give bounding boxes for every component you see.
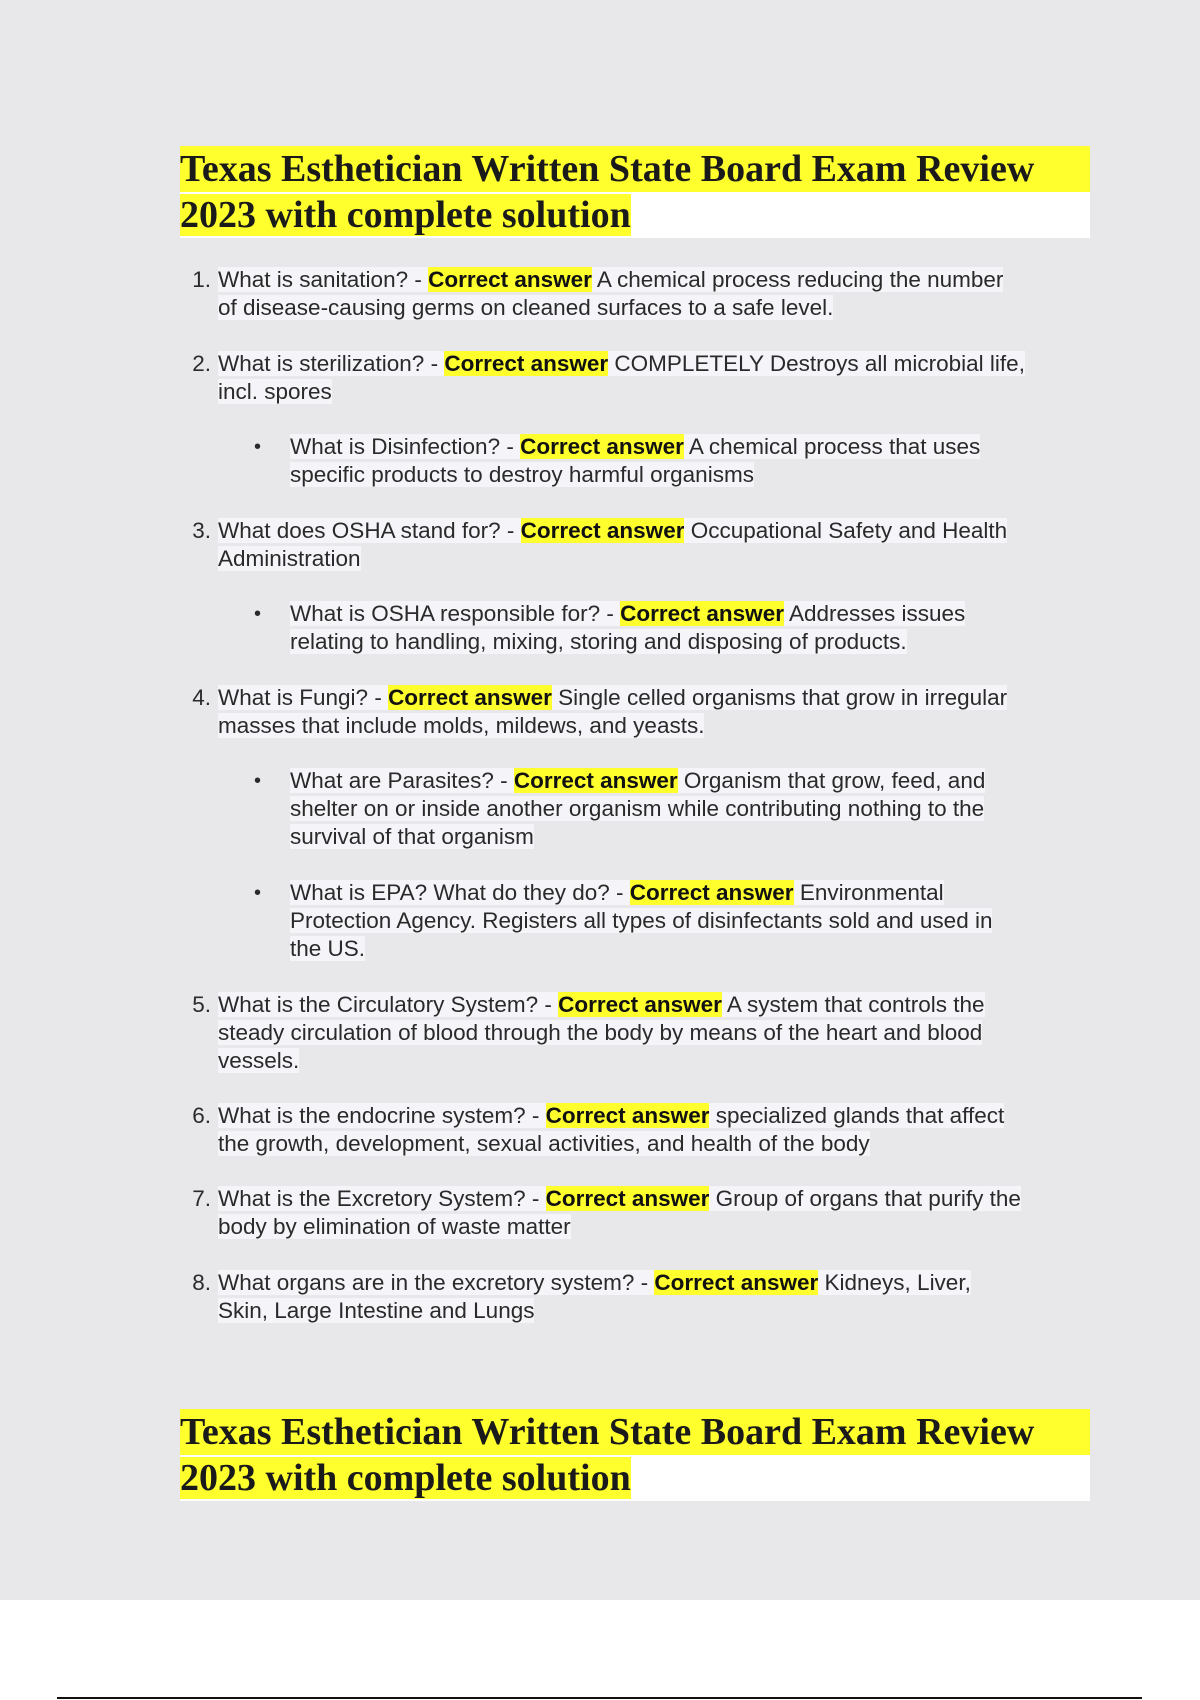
question-text: What is EPA? What do they do? -	[290, 880, 630, 905]
answer-text-continued: the US.	[290, 936, 366, 961]
list-number-8: 8.	[192, 1270, 211, 1295]
question-item-disinfection	[254, 433, 1070, 489]
correct-answer-label: Correct answer	[520, 434, 684, 459]
answer-text-continued: incl. spores	[218, 379, 332, 404]
correct-answer-label: Correct answer	[629, 880, 794, 905]
answer-text: Single celled organisms that grow in irregular	[551, 685, 1008, 710]
question-text: What is Fungi? -	[218, 685, 389, 710]
answer-text: A chemical process that uses	[683, 434, 981, 459]
answer-text: Occupational Safety and Health	[684, 518, 1008, 543]
footer-document-title	[180, 1409, 1090, 1501]
answer-text: Environmental	[793, 880, 944, 905]
question-item-3	[192, 517, 1100, 573]
answer-text-continued: survival of that organism	[290, 824, 534, 849]
question-item-1	[192, 266, 1100, 322]
question-text: What is the Circulatory System? -	[218, 992, 559, 1017]
question-item-2	[192, 350, 1100, 406]
answer-text-continued: relating to handling, mixing, storing and disposing of products.	[290, 629, 907, 654]
answer-text-continued: Administration	[218, 546, 361, 571]
question-item-4	[192, 684, 1100, 740]
next-page-area	[0, 1600, 1200, 1700]
answer-text-continued: Protection Agency. Registers all types of disinfectants sold and used in	[290, 908, 993, 933]
question-text: What is the Excretory System? -	[218, 1186, 546, 1211]
title-line-1: Texas Esthetician Written State Board Exam Review	[180, 146, 1090, 192]
correct-answer-label: Correct answer	[444, 351, 609, 376]
footer-title-line-2-wrapper	[180, 1455, 1090, 1501]
answer-text: A system that controls the	[721, 992, 985, 1017]
question-text: What is sanitation? -	[218, 267, 429, 292]
answer-text: A chemical process reducing the number	[591, 267, 1004, 292]
answer-text-continued: the growth, development, sexual activities, and health of the body	[218, 1131, 870, 1156]
list-number-3: 3.	[192, 518, 211, 543]
list-number-4: 4.	[192, 685, 211, 710]
title-line-2-wrapper	[180, 192, 1090, 238]
correct-answer-label: Correct answer	[513, 768, 678, 793]
bullet-icon: •	[254, 603, 262, 625]
question-text: What organs are in the excretory system? -	[218, 1270, 655, 1295]
correct-answer-label: Correct answer	[620, 601, 784, 626]
answer-text-continued: shelter on or inside another organism while contributing nothing to the	[290, 796, 985, 821]
list-number-7: 7.	[192, 1186, 211, 1211]
footer-title-line-2: 2023 with complete solution	[180, 1457, 631, 1499]
correct-answer-label: Correct answer	[558, 992, 722, 1017]
question-text: What is OSHA responsible for? -	[290, 601, 621, 626]
list-number-1: 1.	[192, 267, 211, 292]
horizontal-rule	[57, 1697, 1142, 1699]
question-text: What is Disinfection? -	[290, 434, 521, 459]
question-item-epa	[254, 879, 1070, 963]
answer-text-continued: vessels.	[218, 1048, 300, 1073]
document-title	[180, 146, 1090, 238]
answer-text-continued: body by elimination of waste matter	[218, 1214, 571, 1239]
answer-text-continued: Skin, Large Intestine and Lungs	[218, 1298, 535, 1323]
question-item-7	[192, 1185, 1100, 1241]
list-number-5: 5.	[192, 992, 211, 1017]
answer-text: COMPLETELY Destroys all microbial life,	[608, 351, 1025, 376]
answer-text-continued: specific products to destroy harmful organisms	[290, 462, 754, 487]
correct-answer-label: Correct answer	[520, 518, 685, 543]
answer-text: Group of organs that purify the	[709, 1186, 1021, 1211]
question-item-8	[192, 1269, 1100, 1325]
answer-text: Addresses issues	[783, 601, 966, 626]
question-item-osha-responsible	[254, 600, 1070, 656]
answer-text-continued: steady circulation of blood through the body by means of the heart and blood	[218, 1020, 983, 1045]
answer-text: specialized glands that affect	[709, 1103, 1005, 1128]
answer-text: Kidneys, Liver,	[818, 1270, 971, 1295]
bullet-icon: •	[254, 436, 262, 458]
question-text: What does OSHA stand for? -	[218, 518, 521, 543]
question-item-6	[192, 1102, 1100, 1158]
question-item-5	[192, 991, 1100, 1075]
answer-text-continued: of disease-causing germs on cleaned surfaces to a safe level.	[218, 295, 834, 320]
answer-text: Organism that grow, feed, and	[677, 768, 986, 793]
correct-answer-label: Correct answer	[428, 267, 592, 292]
bullet-icon: •	[254, 770, 262, 792]
correct-answer-label: Correct answer	[545, 1186, 710, 1211]
bullet-icon: •	[254, 882, 262, 904]
correct-answer-label: Correct answer	[545, 1103, 710, 1128]
question-text: What is the endocrine system? -	[218, 1103, 546, 1128]
answer-text-continued: masses that include molds, mildews, and yeasts.	[218, 713, 705, 738]
correct-answer-label: Correct answer	[654, 1270, 819, 1295]
correct-answer-label: Correct answer	[388, 685, 552, 710]
question-text: What is sterilization? -	[218, 351, 445, 376]
list-number-6: 6.	[192, 1103, 211, 1128]
title-line-2: 2023 with complete solution	[180, 194, 631, 236]
footer-title-line-1: Texas Esthetician Written State Board Exam Review	[180, 1409, 1090, 1455]
question-text: What are Parasites? -	[290, 768, 514, 793]
list-number-2: 2.	[192, 351, 211, 376]
question-item-parasites	[254, 767, 1070, 851]
